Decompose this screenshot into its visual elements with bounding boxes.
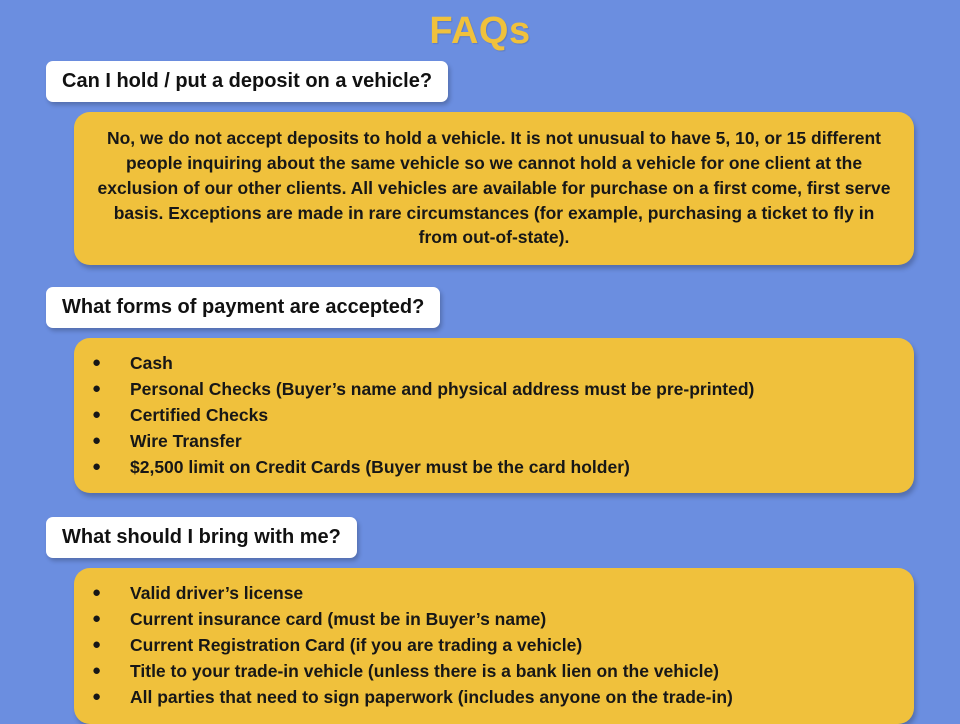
bullet-icon: ● — [92, 584, 102, 602]
list-item-label: Current Registration Card (if you are trading a vehicle) — [130, 635, 583, 656]
list-item — [92, 351, 892, 376]
bring-with-you-list — [92, 581, 892, 709]
list-item-label: $2,500 limit on Credit Cards (Buyer must be the card holder) — [130, 456, 630, 477]
bullet-icon: ● — [92, 457, 102, 475]
faq-item-1 — [0, 61, 960, 265]
list-item — [92, 377, 892, 402]
list-item-label: Personal Checks (Buyer’s name and physical address must be pre-printed) — [130, 379, 755, 400]
faq-answer-1: No, we do not accept deposits to hold a vehicle. It is not unusual to have 5, 10, or 15 different people inquiring about the same vehicle so we cannot hold a vehicle for one client at the exclusion of our other clients. All vehicles are available for purchase on a first come, first serve basis. Exceptions are made in rare circumstances (for example, purchasing a ticket to fly in from out-of-state). — [74, 112, 914, 265]
bullet-icon: ● — [92, 636, 102, 654]
list-item — [92, 429, 892, 454]
list-item — [92, 633, 892, 658]
list-item — [92, 581, 892, 606]
list-item — [92, 685, 892, 710]
list-item-label: Valid driver’s license — [130, 583, 304, 604]
list-item — [92, 455, 892, 480]
faq-item-3 — [0, 517, 960, 723]
list-item — [92, 403, 892, 428]
bullet-icon: ● — [92, 610, 102, 628]
list-item — [92, 607, 892, 632]
bullet-icon: ● — [92, 354, 102, 372]
bullet-icon: ● — [92, 380, 102, 398]
list-item-label: All parties that need to sign paperwork (includes anyone on the trade-in) — [130, 686, 733, 707]
page-title: FAQs — [429, 10, 531, 52]
list-item-label: Certified Checks — [130, 404, 269, 425]
list-item-label: Wire Transfer — [130, 430, 242, 451]
bullet-icon: ● — [92, 431, 102, 449]
faq-item-2 — [0, 287, 960, 493]
faq-question-2: What forms of payment are accepted? — [46, 287, 440, 328]
faq-answer-2 — [74, 338, 914, 493]
list-item-label: Current insurance card (must be in Buyer’s name) — [130, 609, 547, 630]
payment-options-list — [92, 351, 892, 479]
bullet-icon: ● — [92, 661, 102, 679]
bullet-icon: ● — [92, 405, 102, 423]
bullet-icon: ● — [92, 687, 102, 705]
faq-question-1: Can I hold / put a deposit on a vehicle? — [46, 61, 448, 102]
list-item-label: Cash — [130, 353, 173, 374]
list-item-label: Title to your trade-in vehicle (unless there is a bank lien on the vehicle) — [130, 660, 720, 681]
faq-answer-3 — [74, 568, 914, 723]
list-item — [92, 659, 892, 684]
faq-question-3: What should I bring with me? — [46, 517, 357, 558]
